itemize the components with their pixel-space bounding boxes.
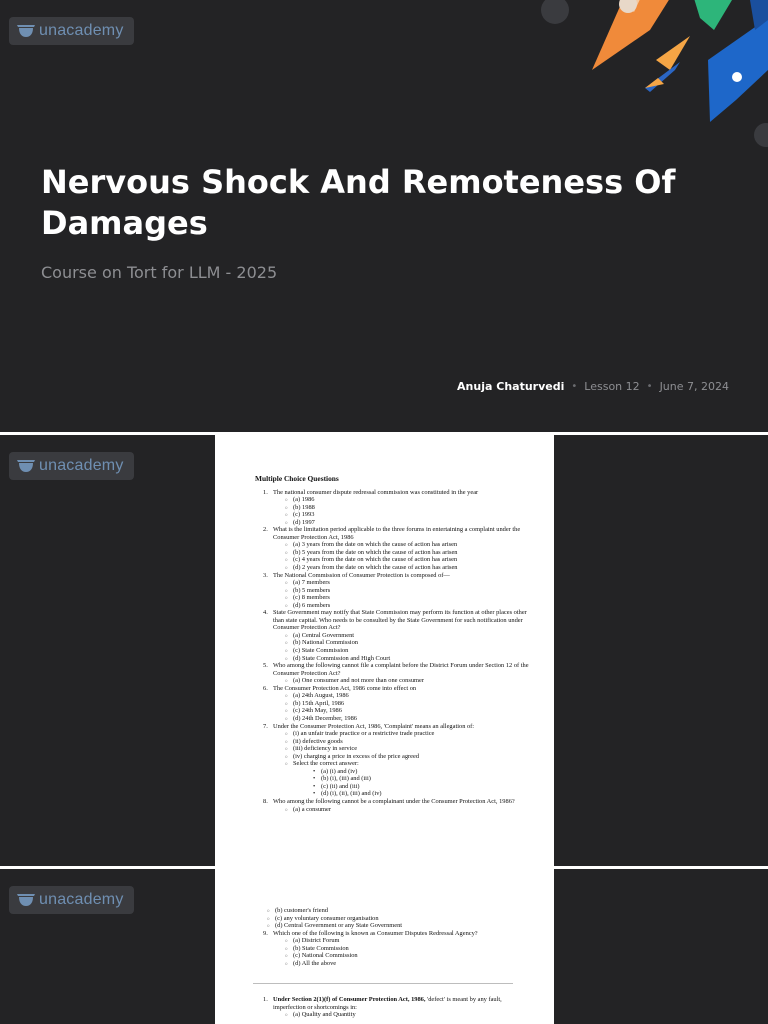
- option-item: ○ (d) State Commission and High Court: [285, 655, 534, 663]
- option-item: ○ (c) 4 years from the date on which the cause of action has arisen: [285, 556, 534, 564]
- question-rest-text: 'defect' is meant by any fault, imperfection or shortcomings in:: [273, 996, 502, 1011]
- question-item: [255, 723, 534, 798]
- option-list: [285, 1011, 534, 1019]
- document-page: [215, 869, 554, 1024]
- brand-logo: [9, 452, 134, 480]
- logo-text: unacademy: [39, 22, 124, 39]
- answer-item: • (a) (i) and (iv): [313, 768, 534, 776]
- question-number: 1.: [263, 996, 268, 1004]
- answer-item: • (b) (i), (iii) and (iii): [313, 775, 534, 783]
- answer-item: • (c) (ii) and (iii): [313, 783, 534, 791]
- question-item: [255, 489, 534, 527]
- option-item: ○ (iii) deficiency in service: [285, 745, 534, 753]
- option-item: ○ (a) Central Government: [285, 632, 534, 640]
- question-item: [255, 996, 534, 1019]
- question-text: The Consumer Protection Act, 1986 come into effect on: [273, 684, 417, 692]
- option-item: ○ (a) 1986: [285, 496, 534, 504]
- option-list: [285, 541, 534, 571]
- question-item: [255, 930, 534, 968]
- option-item: ○ (ii) defective goods: [285, 738, 534, 746]
- option-item: ○ (a) 7 members: [285, 579, 534, 587]
- option-item: ○ (b) 15th April, 1986: [285, 700, 534, 708]
- option-item: ○ (b) 5 members: [285, 587, 534, 595]
- question-text: The National Commission of Consumer Protection is composed of—: [273, 571, 450, 579]
- lesson-meta: [457, 380, 729, 393]
- question-item: [255, 526, 534, 571]
- option-item: ○ (c) National Commission: [285, 952, 534, 960]
- option-item: ○ (iv) charging a price in excess of the price agreed: [285, 753, 534, 761]
- option-item: ○ (b) State Commission: [285, 945, 534, 953]
- option-item: ○ (a) 24th August, 1986: [285, 692, 534, 700]
- option-item: ○ (c) 24th May, 1986: [285, 707, 534, 715]
- document-slide-1: [0, 435, 768, 866]
- answer-list: [313, 768, 534, 798]
- separator-dot: •: [646, 381, 653, 392]
- option-list: [285, 806, 534, 814]
- option-item: ○ (b) 1988: [285, 504, 534, 512]
- option-item: ○ (a) One consumer and not more than one consumer: [285, 677, 534, 685]
- unacademy-logo-icon: [17, 459, 35, 473]
- question-text: Which one of the following is known as Consumer Disputes Redressal Agency?: [273, 929, 478, 937]
- option-item: ○ (i) an unfair trade practice or a restrictive trade practice: [285, 730, 534, 738]
- option-list: [267, 907, 534, 930]
- option-item: ○ (d) 24th December, 1986: [285, 715, 534, 723]
- question-item: [255, 798, 534, 813]
- mcq-heading: Multiple Choice Questions: [255, 474, 339, 483]
- option-list: [285, 937, 534, 967]
- question-text: Who among the following cannot file a complaint before the District Forum under Section 12 of the Consumer Protection Act?: [273, 662, 529, 677]
- question-number: 1.: [263, 488, 268, 496]
- question-item: [255, 685, 534, 723]
- decorative-shapes-icon: [530, 0, 768, 160]
- option-item: ○ (d) 6 members: [285, 602, 534, 610]
- option-item: ○ (c) 1993: [285, 511, 534, 519]
- brand-logo: [9, 886, 134, 914]
- question-item: [255, 609, 534, 662]
- question-text: Under the Consumer Protection Act, 1986, 'Complaint' means an allegation of:: [273, 722, 475, 730]
- section-divider: [253, 983, 513, 984]
- question-number: 7.: [263, 722, 268, 730]
- question-number: 8.: [263, 797, 268, 805]
- question-list: [255, 489, 534, 814]
- option-list: [285, 730, 534, 798]
- option-item: ○ (a) Quality and Quantity: [285, 1011, 534, 1019]
- option-item: ○ (d) Central Government or any State Government: [267, 922, 534, 930]
- question-item: [255, 572, 534, 610]
- author-name: Anuja Chaturvedi: [457, 380, 565, 393]
- unacademy-logo-icon: [17, 24, 35, 38]
- question-text: State Government may notify that State Commission may perform its function at other places other than state capital. Who needs to be consulted by the State Government for such notification under Consumer Protection Act?: [273, 609, 527, 632]
- option-item: ○ (a) a consumer: [285, 806, 534, 814]
- title-slide: [0, 0, 768, 432]
- question-text: Who among the following cannot be a complainant under the Consumer Protection Act, 1986?: [273, 797, 515, 805]
- question-number: 6.: [263, 684, 268, 692]
- option-item: ○ (c) any voluntary consumer organisation: [267, 915, 534, 923]
- option-item: ○ (c) 8 members: [285, 594, 534, 602]
- option-item: ○ (d) 1997: [285, 519, 534, 527]
- separator-dot: •: [571, 381, 578, 392]
- document-slide-2: [0, 869, 768, 1024]
- option-item: ○ (a) 3 years from the date on which the cause of action has arisen: [285, 541, 534, 549]
- question-number: 5.: [263, 662, 268, 670]
- option-list: [285, 496, 534, 526]
- select-prompt: Select the correct answer:: [293, 760, 359, 768]
- lesson-date: June 7, 2024: [659, 380, 729, 393]
- option-list: [285, 632, 534, 662]
- question-text: What is the limitation period applicable to the three forums in entertaining a complaint under the Consumer Protection Act, 1986: [273, 526, 521, 541]
- option-item: ○ (b) 5 years from the date on which the cause of action has arisen: [285, 549, 534, 557]
- question-number: 4.: [263, 609, 268, 617]
- option-item: ○ (a) District Forum: [285, 937, 534, 945]
- option-item: ○ (b) customer's friend: [267, 907, 534, 915]
- unacademy-logo-icon: [17, 893, 35, 907]
- option-item: ○ (d) All the above: [285, 960, 534, 968]
- question-item: [255, 662, 534, 685]
- question-text: [273, 996, 534, 1011]
- question-bold-text: Under Section 2(1)(f) of Consumer Protection Act, 1986,: [273, 996, 426, 1004]
- option-list: [285, 677, 534, 685]
- logo-text: unacademy: [39, 891, 124, 908]
- option-item: ○ (c) State Commission: [285, 647, 534, 655]
- lesson-number: Lesson 12: [584, 380, 640, 393]
- question-text: The national consumer dispute redressal commission was constituted in the year: [273, 488, 479, 496]
- question-number: 9.: [263, 929, 268, 937]
- option-item: ○ (d) 2 years from the date on which the cause of action has arisen: [285, 564, 534, 572]
- option-item: [285, 760, 534, 798]
- document-page: [215, 435, 554, 866]
- option-list: [285, 579, 534, 609]
- option-item: ○ (b) National Commission: [285, 639, 534, 647]
- logo-text: unacademy: [39, 457, 124, 474]
- answer-item: • (d) (i), (ii), (iii) and (iv): [313, 790, 534, 798]
- option-list: [285, 692, 534, 722]
- brand-logo: [9, 17, 134, 45]
- slide-subtitle: Course on Tort for LLM - 2025: [41, 263, 278, 282]
- question-number: 3.: [263, 571, 268, 579]
- question-number: 2.: [263, 526, 268, 534]
- slide-title: Nervous Shock And Remoteness Of Damages: [41, 163, 676, 242]
